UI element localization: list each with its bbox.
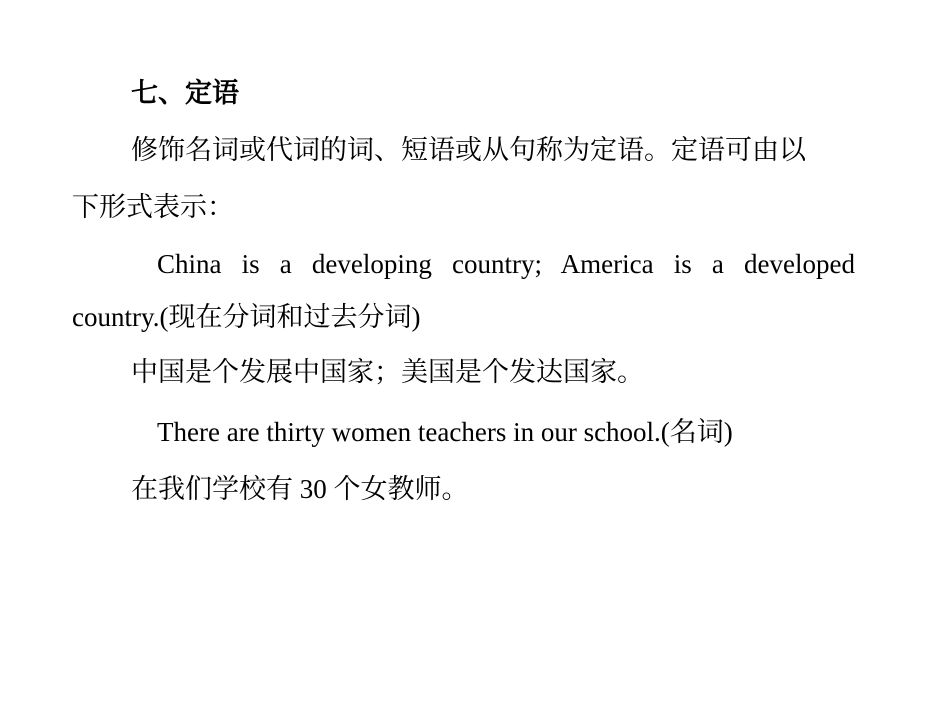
example-2-english: There are thirty women teachers in our school.(名词): [157, 417, 733, 447]
example-1-english-line-1: China is a developing country; America is a developed: [157, 249, 855, 279]
example-1-chinese-translation: 中国是个发展中国家；美国是个发达国家。: [131, 357, 644, 387]
definition-line-2: 下形式表示：: [72, 192, 234, 222]
definition-line-1: 修饰名词或代词的词、短语或从句称为定语。定语可由以: [131, 135, 806, 165]
section-heading: 七、定语: [131, 78, 239, 108]
example-2-chinese-translation: 在我们学校有 30 个女教师。: [131, 474, 469, 504]
example-1-english-line-2: country.(现在分词和过去分词): [72, 302, 421, 332]
